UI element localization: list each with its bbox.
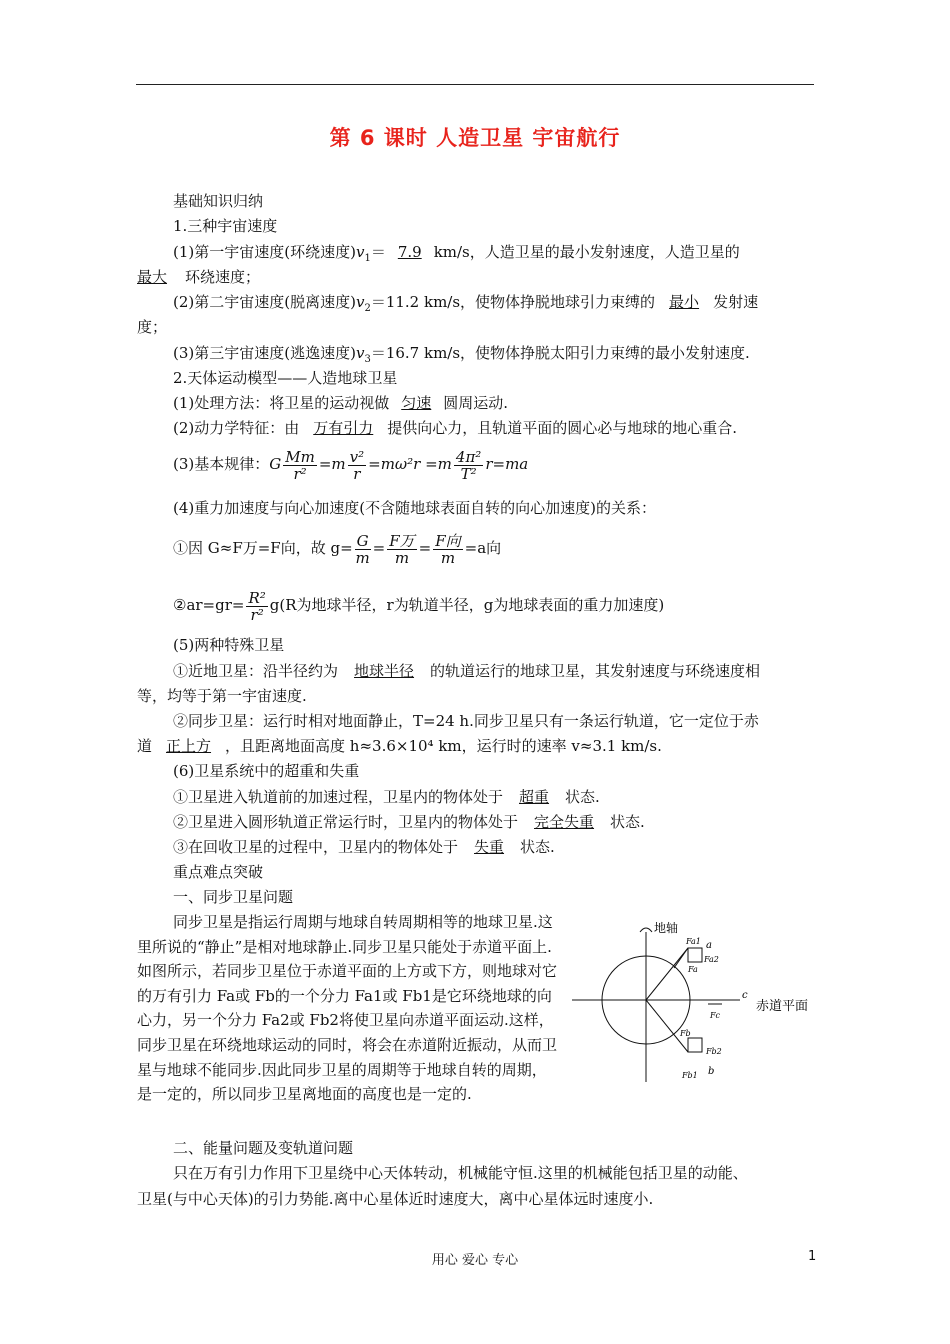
blank-answer: 7.9 [397,243,422,261]
basic-law-formula: (3)基本规律：G $\frac{Mm}{\text{r²}}$ =m $\frac{\text{v²}}{r}$ =mω²r =m $\frac{\text{4π²}}{\text{T²}}$ r=ma [173,447,529,483]
blank-answer: 完全失重 [534,813,595,831]
force-rectangle-b [688,1038,702,1052]
point-b-label: b [708,1066,715,1077]
sync-satellite-paragraph: 同步卫星是指运行周期与地球自转周期相等的地球卫星.这里所说的“静止”是相对地球静止.同步卫星只能处于赤道平面上.如图所示，若同步卫星位于赤道平面的上方或下方，则地球对它的万有引力 Fa或 Fb的一个分力 Fa1或 Fb1是它环绕地球的向心力，另一个分力 Fa2或 Fb2将使卫星向赤道平面运动.这样，同步卫星在环绕地球运动的同时，将会在赤道附近振动，从而卫星与地球不能同步.因此同步卫星的周期等于地球自转的周期，是一定的，所以同步卫星离地面的高度也是一定的. [137,913,558,1104]
axis-label: 地轴 [654,921,679,935]
force-rectangle-a [688,948,702,962]
rotation-arc [640,928,652,932]
point-c-label: c [742,990,748,1001]
second-cosmic-velocity: (2)第二宇宙速度(脱离速度)$v_2=11.2$ km/s，使物体挣脱地球引力束缚的 最小 发射速 [173,293,759,314]
gravity-relation-formula: ①因 G≈F万=F向，故 g= $\frac{G}{m}$ = $\frac{\text{F万}}{m}$ = $\frac{\text{F向}}{m}$ =a向 [173,531,502,567]
fb-label: Fb [680,1029,691,1038]
blank-answer: 最小 [669,293,700,311]
sync-satellite-diagram [570,918,820,1088]
blank-answer: 匀速 [401,394,432,412]
third-cosmic-velocity: (3)第三宇宙速度(逃逸速度)$v_3=16.7$ km/s，使物体挣脱太阳引力束缚的最小发射速度. [173,344,750,365]
equator-plane-label: 赤道平面 [756,999,809,1014]
point-a-label: a [706,940,712,951]
force-fa-arrow [674,948,688,968]
fb2-label: Fb2 [706,1047,722,1056]
subsection-heading: 1.三种宇宙速度 [173,217,278,235]
page-number: 1 [808,1249,817,1264]
first-cosmic-velocity: (1)第一宇宙速度(环绕速度)$v_1= 7.9$ km/s，人造卫星的最小发射速度，人造卫星的 [173,243,740,264]
fa-label: Fa [688,965,698,974]
page-title: 第 6 课时 人造卫星 宇宙航行 [329,126,621,150]
subsection-heading: 2.天体运动模型——人造地球卫星 [173,369,398,387]
section-heading: 重点难点突破 [173,863,264,881]
blank-answer: 最大 [137,268,168,286]
fa2-label: Fa2 [704,955,719,964]
page-footer: 用心 爱心 专心 [431,1253,519,1268]
subsection-heading: 一、同步卫星问题 [173,888,294,906]
blank-answer: 正上方 [166,737,212,755]
blank-answer: 地球半径 [354,662,415,680]
fb1-label: Fb1 [682,1071,698,1080]
fa1-label: Fa1 [686,937,701,946]
blank-answer: 超重 [519,788,550,806]
orbit-acceleration-formula: ②ar=gr= $\frac{\text{R²}}{\text{r²}}$ g(R为地球半径，r为轨道半径，g为地球表面的重力加速度) [173,588,665,624]
header-rule [136,84,814,85]
fc-label: Fc [710,1011,721,1020]
blank-answer: 万有引力 [313,419,374,437]
blank-answer: 失重 [474,838,505,856]
subsection-heading: 二、能量问题及变轨道问题 [173,1139,354,1157]
section-heading: 基础知识归纳 [173,192,264,210]
